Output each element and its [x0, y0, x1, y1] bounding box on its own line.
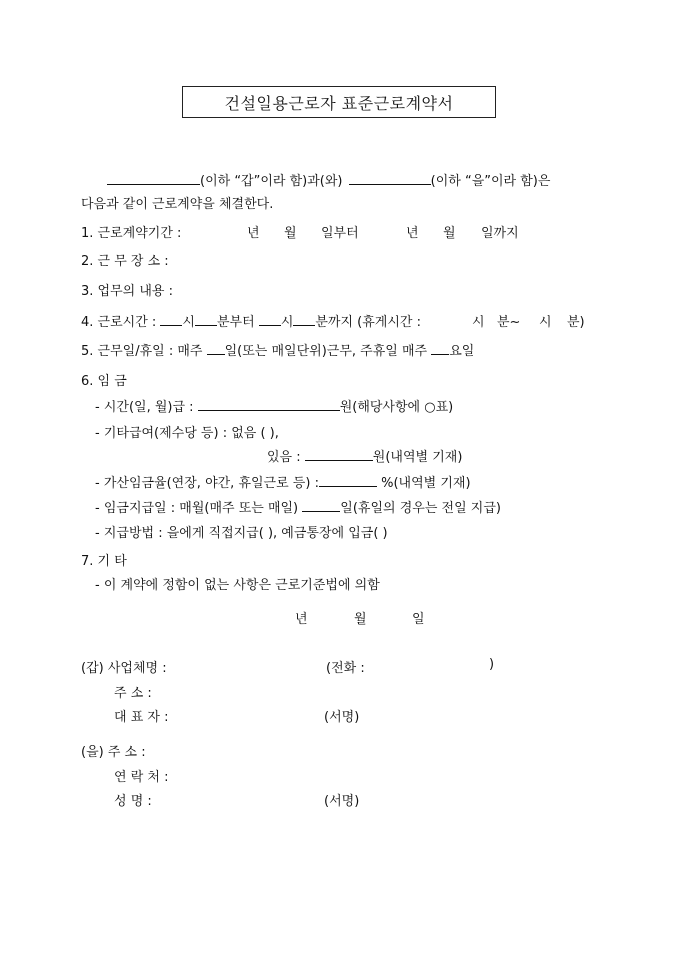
holiday-label: 5. 근무일/휴일 : 매주 [81, 344, 203, 359]
employer-phone-close: ) [489, 657, 495, 672]
holiday-weekday-blank[interactable] [431, 343, 449, 355]
break-hour-2: 시 [539, 315, 552, 330]
item-hours [81, 311, 421, 330]
wage-other-yes-blank[interactable] [305, 449, 373, 461]
hours-m1: 분부터 [216, 315, 255, 330]
break-min: 분~ [497, 315, 521, 330]
period-to: 일까지 [481, 226, 519, 241]
employee-address-label: (을) 주 소 : [81, 745, 146, 760]
period-year1: 년 [247, 226, 260, 241]
employer-address-label: 주 소 : [114, 686, 152, 701]
wage-payday-blank[interactable] [302, 500, 340, 512]
hours-m2: 분까지 (휴게시간 : [315, 315, 421, 330]
date-month: 월 [354, 612, 367, 627]
wage-extra-blank[interactable] [319, 475, 377, 487]
wage-other-yes-line [267, 446, 462, 465]
employer-rep-label: 대 표 자 : [114, 710, 169, 725]
hours-end-hour-blank[interactable] [259, 314, 281, 326]
wage-other-yes-label: 있음 : [267, 450, 301, 465]
wage-extra-label: - 가산임금율(연장, 야간, 휴일근로 등) : [95, 476, 319, 491]
item-holiday [81, 340, 474, 359]
item-other: 7. 기 타 [81, 554, 127, 569]
period-from: 일부터 [321, 226, 359, 241]
intro-text-b: (이하 “을”이라 함)은 [430, 174, 551, 189]
period-year2: 년 [406, 226, 419, 241]
wage-rate-end: 원(해당사항에 ○표) [339, 400, 454, 415]
hours-start-hour-blank[interactable] [160, 314, 182, 326]
wage-payday-line [95, 497, 501, 516]
intro-text-a: (이하 “갑”이라 함)과(와) [200, 174, 343, 189]
employee-sign[interactable]: (서명) [324, 794, 360, 809]
employee-name-label: 성 명 : [114, 794, 152, 809]
intro-line-2: 다음과 같이 근로계약을 체결한다. [81, 197, 274, 212]
hours-end-min-blank[interactable] [293, 314, 315, 326]
break-hour: 시 [472, 315, 485, 330]
wage-extra-end: %(내역별 기재) [381, 476, 471, 491]
period-month1: 월 [284, 226, 297, 241]
date-year: 년 [295, 612, 308, 627]
employee-contact-label: 연 락 처 : [114, 770, 169, 785]
wage-method-line: - 지급방법 : 을에게 직접지급( ), 예금통장에 입금( ) [95, 526, 388, 541]
intro-line-1 [107, 170, 550, 189]
break-end: 분) [567, 315, 585, 330]
period-month2: 월 [443, 226, 456, 241]
wage-payday-end: 일(휴일의 경우는 전일 지급) [340, 501, 501, 516]
wage-extra-line [95, 472, 471, 491]
hours-h2: 시 [280, 315, 294, 330]
document-title: 건설일용근로자 표준근로계약서 [182, 86, 496, 118]
wage-other-line: - 기타급여(제수당 등) : 없음 ( ), [95, 426, 279, 441]
date-day: 일 [412, 612, 425, 627]
holiday-end: 요일 [449, 344, 475, 359]
item-wage: 6. 임 금 [81, 374, 127, 389]
wage-other-yes-end: 원(내역별 기재) [372, 450, 463, 465]
item-period [81, 222, 181, 241]
item-duty: 3. 업무의 내용 : [81, 284, 173, 299]
employer-name-label: (갑) 사업체명 : [81, 661, 167, 676]
wage-rate-line [95, 396, 453, 415]
party-b-blank[interactable] [349, 173, 431, 185]
other-text: - 이 계약에 정함이 없는 사항은 근로기준법에 의함 [95, 578, 380, 593]
item-workplace: 2. 근 무 장 소 : [81, 254, 169, 269]
hours-label: 4. 근로시간 : [81, 315, 157, 330]
hours-h1: 시 [182, 315, 195, 330]
employer-phone-label: (전화 : [326, 661, 365, 676]
employer-sign[interactable]: (서명) [324, 710, 360, 725]
holiday-days-blank[interactable] [207, 343, 225, 355]
holiday-mid: 일(또는 매일단위)근무, 주휴일 매주 [224, 344, 428, 359]
wage-payday-label: - 임금지급일 : 매월(매주 또는 매일) [95, 501, 299, 516]
wage-rate-blank[interactable] [198, 399, 340, 411]
wage-rate-label: - 시간(일, 월)급 : [95, 400, 194, 415]
party-a-blank[interactable] [107, 173, 200, 185]
hours-start-min-blank[interactable] [195, 314, 217, 326]
period-label: 1. 근로계약기간 : [81, 226, 182, 241]
